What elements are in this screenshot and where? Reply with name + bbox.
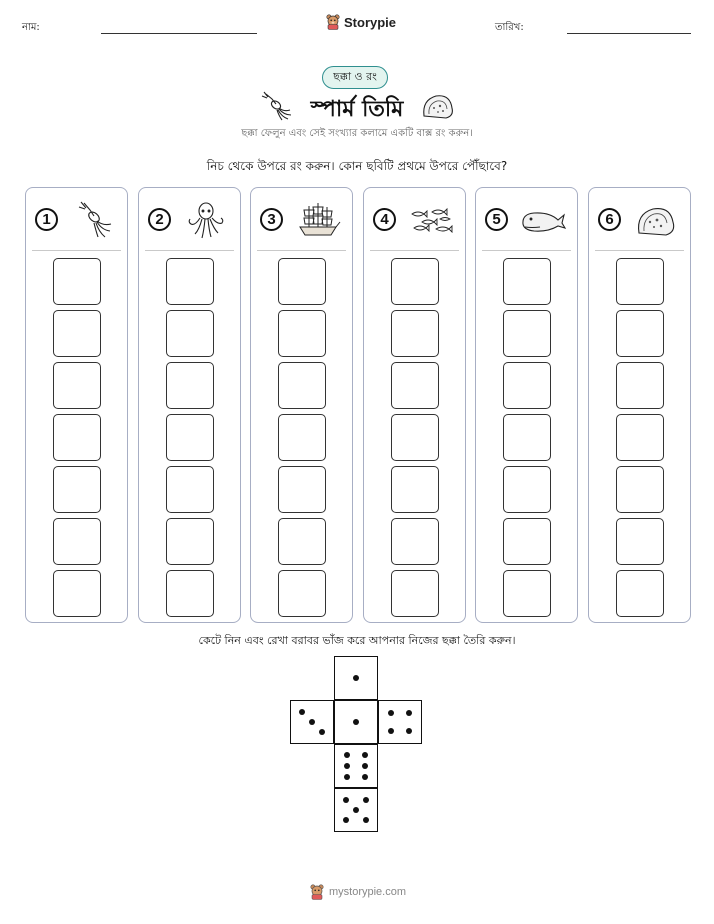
pip xyxy=(353,807,359,813)
pip xyxy=(362,752,368,758)
footer-url[interactable]: mystorypie.com xyxy=(329,886,407,898)
color-box[interactable] xyxy=(616,570,664,617)
color-box[interactable] xyxy=(166,362,214,409)
race-column-2 xyxy=(138,187,241,623)
pip xyxy=(344,763,350,769)
color-box[interactable] xyxy=(503,518,551,565)
race-column-3 xyxy=(250,187,353,623)
ambergris-icon xyxy=(633,200,679,240)
race-column-1 xyxy=(25,187,128,623)
pip xyxy=(353,675,359,681)
activity-badge: ছক্কা ও রং xyxy=(322,66,388,89)
column-number: 5 xyxy=(485,208,508,231)
die-face-5 xyxy=(334,788,378,832)
column-number: 4 xyxy=(373,208,396,231)
color-box[interactable] xyxy=(278,518,326,565)
color-box[interactable] xyxy=(391,518,439,565)
color-box[interactable] xyxy=(53,258,101,305)
color-box[interactable] xyxy=(166,570,214,617)
race-column-4 xyxy=(363,187,466,623)
color-box[interactable] xyxy=(391,414,439,461)
footer xyxy=(310,884,406,900)
column-divider xyxy=(32,250,121,251)
squid-icon xyxy=(70,200,116,240)
worksheet-header xyxy=(0,14,714,38)
color-box[interactable] xyxy=(503,570,551,617)
pip xyxy=(406,710,412,716)
color-box[interactable] xyxy=(616,466,664,513)
color-box[interactable] xyxy=(616,258,664,305)
name-label: নাম: xyxy=(22,22,40,33)
pip xyxy=(343,817,349,823)
column-divider xyxy=(482,250,571,251)
column-divider xyxy=(145,250,234,251)
color-box[interactable] xyxy=(616,518,664,565)
color-box[interactable] xyxy=(391,310,439,357)
color-box[interactable] xyxy=(278,466,326,513)
page-title: স্পার্ম তিমি xyxy=(310,97,404,122)
color-box[interactable] xyxy=(616,362,664,409)
column-number: 3 xyxy=(260,208,283,231)
pip xyxy=(363,797,369,803)
pip xyxy=(309,719,315,725)
color-box[interactable] xyxy=(503,310,551,357)
color-box[interactable] xyxy=(166,258,214,305)
pip xyxy=(388,728,394,734)
pip xyxy=(299,709,305,715)
pip xyxy=(406,728,412,734)
color-box[interactable] xyxy=(391,362,439,409)
color-box[interactable] xyxy=(616,414,664,461)
column-divider xyxy=(370,250,459,251)
fish-school-icon xyxy=(408,200,454,240)
color-box[interactable] xyxy=(53,518,101,565)
color-box[interactable] xyxy=(391,466,439,513)
pip xyxy=(344,774,350,780)
bear-logo-icon xyxy=(326,14,340,30)
race-column-6 xyxy=(588,187,691,623)
color-box[interactable] xyxy=(278,570,326,617)
die-face-1 xyxy=(334,656,378,700)
pip xyxy=(344,752,350,758)
pip xyxy=(363,817,369,823)
color-box[interactable] xyxy=(278,310,326,357)
pip xyxy=(353,719,359,725)
color-box[interactable] xyxy=(278,362,326,409)
race-column-5 xyxy=(475,187,578,623)
color-box[interactable] xyxy=(166,310,214,357)
cut-instruction: কেটে নিন এবং রেখা বরাবর ভাঁজ করে আপনার নিজের ছক্কা তৈরি করুন। xyxy=(198,634,516,647)
subtitle: ছক্কা ফেলুন এবং সেই সংখ্যার কলামে একটি বাক্স রং করুন। xyxy=(241,128,473,139)
date-line xyxy=(567,33,691,34)
color-box[interactable] xyxy=(53,570,101,617)
pip xyxy=(343,797,349,803)
pip xyxy=(319,729,325,735)
column-divider xyxy=(257,250,346,251)
name-line xyxy=(101,33,257,34)
column-number: 1 xyxy=(35,208,58,231)
pip xyxy=(388,710,394,716)
color-box[interactable] xyxy=(166,518,214,565)
die-face-3 xyxy=(290,700,334,744)
color-box[interactable] xyxy=(391,570,439,617)
brand-name: Storypie xyxy=(344,14,397,30)
color-box[interactable] xyxy=(278,414,326,461)
column-number: 6 xyxy=(598,208,621,231)
color-box[interactable] xyxy=(503,258,551,305)
column-number: 2 xyxy=(148,208,171,231)
pip xyxy=(362,774,368,780)
color-box[interactable] xyxy=(53,362,101,409)
color-box[interactable] xyxy=(53,310,101,357)
color-box[interactable] xyxy=(503,362,551,409)
bear-logo-icon xyxy=(310,884,324,900)
octopus-icon xyxy=(183,200,229,240)
ship-icon xyxy=(295,200,341,240)
ambergris-icon xyxy=(420,90,456,122)
color-box[interactable] xyxy=(278,258,326,305)
color-box[interactable] xyxy=(391,258,439,305)
die-face-1 xyxy=(334,700,378,744)
color-box[interactable] xyxy=(166,466,214,513)
color-box[interactable] xyxy=(616,310,664,357)
pip xyxy=(362,763,368,769)
die-face-4 xyxy=(378,700,422,744)
date-label: তারিখ: xyxy=(495,22,524,33)
die-face-6 xyxy=(334,744,378,788)
instruction: নিচ থেকে উপরে রং করুন। কোন ছবিটি প্রথমে উপরে পৌঁছাবে? xyxy=(206,159,508,173)
sperm-whale-icon xyxy=(520,200,566,240)
color-box[interactable] xyxy=(503,414,551,461)
color-box[interactable] xyxy=(53,466,101,513)
column-divider xyxy=(595,250,684,251)
color-box[interactable] xyxy=(53,414,101,461)
color-box[interactable] xyxy=(503,466,551,513)
color-box[interactable] xyxy=(166,414,214,461)
brand xyxy=(326,14,396,30)
